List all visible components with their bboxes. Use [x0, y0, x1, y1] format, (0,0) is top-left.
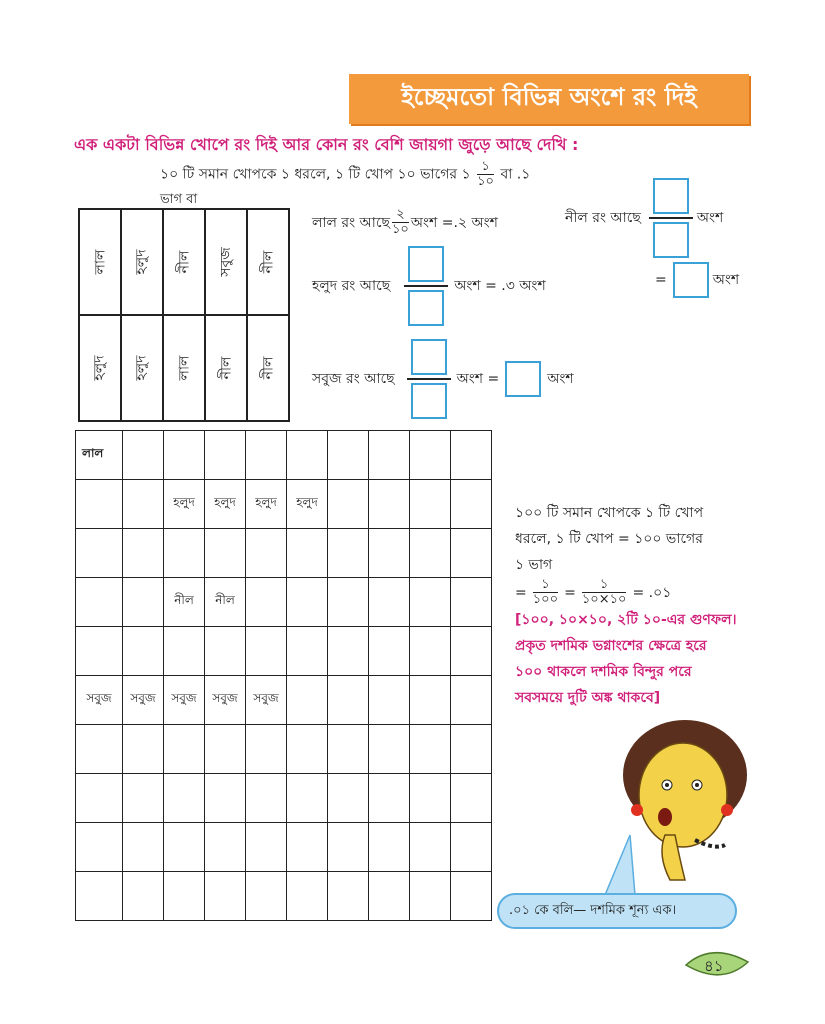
grid100-cell[interactable]: [76, 872, 123, 921]
grid100-cell[interactable]: [451, 774, 492, 823]
grid100-cell[interactable]: সবুজ: [123, 676, 164, 725]
grid100-cell[interactable]: [328, 480, 369, 529]
grid100-cell[interactable]: [369, 774, 410, 823]
yellow-statement: [312, 246, 546, 326]
grid100-row: [76, 529, 492, 578]
tenth-num: ১: [481, 159, 490, 174]
blue-decimal-box[interactable]: [673, 262, 709, 298]
tenth-fraction: [477, 160, 494, 189]
grid100-cell[interactable]: [451, 676, 492, 725]
grid100-cell[interactable]: [410, 529, 451, 578]
grid100-cell[interactable]: হলুদ: [164, 480, 205, 529]
grid100-cell[interactable]: [451, 872, 492, 921]
grid100-cell[interactable]: [410, 676, 451, 725]
grid100-row: [76, 431, 492, 480]
blue-decimal: [655, 262, 739, 298]
tenth-explanation: [160, 160, 530, 189]
grid100-cell[interactable]: [205, 627, 246, 676]
blue-denominator-box[interactable]: [653, 222, 689, 258]
hundred-cell-grid: [75, 430, 492, 921]
grid100-cell[interactable]: [287, 431, 328, 480]
bubble-text: .০১ কে বলি— দশমিক শূন্য এক।: [509, 902, 677, 918]
grid100-cell[interactable]: [246, 725, 287, 774]
yellow-numerator-box[interactable]: [408, 246, 444, 282]
yellow-suffix: অংশ = .৩ অংশ: [454, 278, 546, 294]
grid100-cell[interactable]: [287, 627, 328, 676]
speech-bubble: [497, 893, 737, 929]
grid100-row: [76, 774, 492, 823]
grid10-cell[interactable]: হলুদ: [121, 315, 163, 421]
green-statement: [312, 339, 574, 419]
grid100-cell[interactable]: [328, 676, 369, 725]
grid100-cell[interactable]: [369, 529, 410, 578]
grid100-cell[interactable]: [369, 676, 410, 725]
green-mid: অংশ =: [456, 371, 500, 387]
grid100-row: [76, 823, 492, 872]
grid100-cell[interactable]: [76, 578, 123, 627]
grid100-cell[interactable]: [369, 480, 410, 529]
grid100-cell[interactable]: [451, 627, 492, 676]
grid100-cell[interactable]: [76, 725, 123, 774]
ten-cell-grid: [78, 208, 290, 422]
grid100-cell[interactable]: [123, 725, 164, 774]
grid100-cell[interactable]: [123, 872, 164, 921]
grid100-cell[interactable]: [369, 823, 410, 872]
grid100-cell[interactable]: [76, 774, 123, 823]
hundredth-explanation: [515, 500, 765, 711]
face-shape: [639, 743, 727, 847]
grid100-cell[interactable]: হলুদ: [246, 480, 287, 529]
fraction-ten-times-ten: $\frac{১}{১০\times ১০}$: [581, 577, 627, 607]
grid100-cell[interactable]: [123, 480, 164, 529]
banner-title: ইচ্ছেমতো বিভিন্ন অংশে রং দিই: [401, 83, 697, 111]
grid100-cell[interactable]: হলুদ: [205, 480, 246, 529]
mouth-shape: [658, 808, 672, 826]
grid100-cell[interactable]: [328, 725, 369, 774]
note-line-4: সবসময়ে দুটি অঙ্ক থাকবে]: [515, 690, 661, 706]
red-prefix: লাল রং আছে: [312, 214, 390, 231]
blue-equals: =: [655, 272, 667, 288]
grid100-cell[interactable]: [123, 774, 164, 823]
grid100-row: [76, 627, 492, 676]
grid100-cell[interactable]: [205, 823, 246, 872]
tenth-suffix: বা .১: [500, 166, 531, 183]
grid100-cell[interactable]: [246, 578, 287, 627]
grid100-cell[interactable]: [369, 431, 410, 480]
grid100-cell[interactable]: [164, 529, 205, 578]
grid100-cell[interactable]: [410, 823, 451, 872]
grid100-cell[interactable]: [287, 529, 328, 578]
decimal-result: = .০১: [632, 584, 672, 601]
grid100-cell[interactable]: [410, 872, 451, 921]
side-line-1: ১০০ টি সমান খোপকে ১ টি খোপ: [515, 505, 704, 521]
speech-pointer: [600, 830, 640, 900]
grid100-cell[interactable]: [451, 480, 492, 529]
grid100-cell[interactable]: [369, 578, 410, 627]
grid100-row: [76, 578, 492, 627]
blue-statement: [565, 178, 723, 258]
blue-numerator-box[interactable]: [653, 178, 689, 214]
green-prefix: সবুজ রং আছে: [312, 371, 395, 387]
grid100-cell[interactable]: [205, 872, 246, 921]
grid100-row: [76, 480, 492, 529]
grid100-cell[interactable]: [328, 431, 369, 480]
grid10-cell[interactable]: নীল: [247, 315, 289, 421]
grid10-cell[interactable]: নীল: [205, 315, 247, 421]
grid10-cell[interactable]: সবুজ: [205, 209, 247, 315]
grid100-cell[interactable]: [328, 823, 369, 872]
blue-suffix-two: অংশ: [712, 272, 740, 288]
hundredth-equation: [515, 578, 765, 607]
grid100-cell[interactable]: [123, 627, 164, 676]
grid100-cell[interactable]: সবুজ: [246, 676, 287, 725]
grid10-cell[interactable]: নীল: [163, 209, 205, 315]
grid100-cell[interactable]: [205, 529, 246, 578]
grid10-cell[interactable]: নীল: [247, 209, 289, 315]
tenth-den: ১০: [477, 174, 494, 189]
grid100-cell[interactable]: [410, 431, 451, 480]
grid100-cell[interactable]: [76, 823, 123, 872]
note-line-2: প্রকৃত দশমিক ভগ্নাংশের ক্ষেত্রে হরে: [515, 638, 707, 654]
grid100-cell[interactable]: [164, 725, 205, 774]
grid100-cell[interactable]: [164, 627, 205, 676]
fraction-one-hundredth: $\frac{১}{১০০}$: [532, 577, 559, 607]
tenth-prefix: ১০ টি সমান খোপকে ১ ধরলে, ১ টি খোপ ১০ ভাগের ১: [160, 166, 471, 183]
grid100-cell[interactable]: [205, 431, 246, 480]
side-line-2: ধরলে, ১ টি খোপ = ১০০ ভাগের: [515, 531, 703, 547]
side-line-3: ১ ভাগ: [515, 557, 553, 573]
grid100-cell[interactable]: সবুজ: [76, 676, 123, 725]
green-suffix: অংশ: [547, 371, 574, 387]
grid10-cell[interactable]: লাল: [163, 315, 205, 421]
grid100-cell[interactable]: [451, 529, 492, 578]
grid100-cell[interactable]: [451, 578, 492, 627]
grid100-cell[interactable]: [369, 872, 410, 921]
grid100-cell[interactable]: সবুজ: [164, 676, 205, 725]
grid100-cell[interactable]: [164, 431, 205, 480]
grid100-cell[interactable]: [410, 774, 451, 823]
note-line-3: ১০০ থাকলে দশমিক বিন্দুর পরে: [515, 664, 692, 680]
grid100-cell[interactable]: [328, 578, 369, 627]
grid100-cell[interactable]: [287, 578, 328, 627]
yellow-fraction-boxes: [404, 246, 448, 326]
red-statement: [312, 208, 498, 237]
grid100-cell[interactable]: [369, 627, 410, 676]
grid100-cell[interactable]: [76, 480, 123, 529]
grid100-cell[interactable]: নীল: [164, 578, 205, 627]
yellow-denominator-box[interactable]: [408, 290, 444, 326]
grid100-cell[interactable]: [246, 431, 287, 480]
grid100-cell[interactable]: লাল: [76, 431, 123, 480]
green-numerator-box[interactable]: [411, 339, 447, 375]
grid100-cell[interactable]: [246, 529, 287, 578]
grid100-cell[interactable]: [246, 627, 287, 676]
grid100-cell[interactable]: [451, 823, 492, 872]
grid100-cell[interactable]: [410, 627, 451, 676]
section-banner: [349, 74, 749, 124]
grid10-cell[interactable]: হলুদ: [79, 315, 121, 421]
grid100-cell[interactable]: [205, 774, 246, 823]
grid100-cell[interactable]: [451, 725, 492, 774]
page-number: ৪১: [704, 957, 724, 975]
grid100-cell[interactable]: [410, 725, 451, 774]
tenth-line-two: ভাগ বা: [160, 192, 198, 207]
grid100-cell[interactable]: [328, 872, 369, 921]
green-decimal-box[interactable]: [505, 361, 541, 397]
eq-sign-2: =: [564, 584, 576, 601]
grid10-cell[interactable]: লাল: [79, 209, 121, 315]
yellow-prefix: হলুদ রং আছে: [312, 278, 391, 294]
grid100-cell[interactable]: [287, 823, 328, 872]
green-fraction-boxes: [407, 339, 451, 419]
grid100-cell[interactable]: [328, 774, 369, 823]
grid100-cell[interactable]: [328, 627, 369, 676]
grid100-cell[interactable]: হলুদ: [287, 480, 328, 529]
grid100-cell[interactable]: [287, 774, 328, 823]
grid100-cell[interactable]: [410, 480, 451, 529]
blue-fraction-boxes: [649, 178, 693, 258]
grid100-cell[interactable]: [287, 872, 328, 921]
blue-suffix: অংশ: [696, 210, 724, 226]
grid100-cell[interactable]: [123, 823, 164, 872]
blue-prefix: নীল রং আছে: [565, 210, 641, 226]
grid100-cell[interactable]: [76, 529, 123, 578]
grid10-cell[interactable]: হলুদ: [121, 209, 163, 315]
grid100-cell[interactable]: সবুজ: [205, 676, 246, 725]
note-line-1: [১০০, ১০×১০, ২টি ১০-এর গুণফল।: [515, 612, 737, 628]
grid100-cell[interactable]: [123, 529, 164, 578]
grid100-cell[interactable]: নীল: [205, 578, 246, 627]
grid100-cell[interactable]: [246, 823, 287, 872]
grid100-cell[interactable]: [287, 725, 328, 774]
page-number-leaf: [682, 948, 752, 982]
grid100-cell[interactable]: [287, 676, 328, 725]
grid100-row: [76, 725, 492, 774]
grid100-cell[interactable]: [205, 725, 246, 774]
intro-text: এক একটা বিভিন্ন খোপে রং দিই আর কোন রং বেশি জায়গা জুড়ে আছে দেখি :: [74, 135, 579, 154]
green-denominator-box[interactable]: [411, 383, 447, 419]
grid100-cell[interactable]: [451, 431, 492, 480]
grid100-cell[interactable]: [246, 872, 287, 921]
red-fraction: $\frac{২}{১০}$: [392, 207, 409, 237]
grid100-cell[interactable]: [246, 774, 287, 823]
grid100-cell[interactable]: [164, 872, 205, 921]
grid100-cell[interactable]: [410, 578, 451, 627]
red-suffix: অংশ =.২ অংশ: [410, 214, 498, 231]
grid100-cell[interactable]: [164, 823, 205, 872]
grid100-cell[interactable]: [123, 578, 164, 627]
grid100-cell[interactable]: [76, 627, 123, 676]
eq-sign-1: =: [515, 584, 527, 601]
grid100-cell[interactable]: [328, 529, 369, 578]
grid100-cell[interactable]: [164, 774, 205, 823]
grid100-row: [76, 676, 492, 725]
grid100-row: [76, 872, 492, 921]
grid100-cell[interactable]: [369, 725, 410, 774]
grid100-cell[interactable]: [123, 431, 164, 480]
